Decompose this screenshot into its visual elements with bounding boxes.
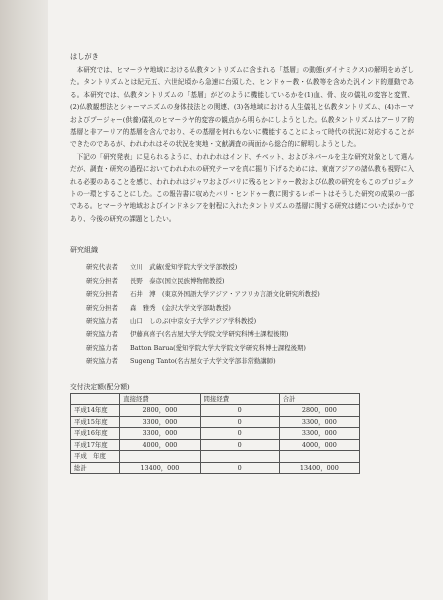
member-row [86, 275, 414, 288]
cell-total: 3300，000 [279, 428, 359, 440]
member-name: 伊藤真喜子(名古屋大学大学院文学研究科博士課程後期) [130, 330, 289, 339]
member-role: 研究分担者 [86, 303, 118, 312]
section-title-organization: 研究組織 [70, 246, 98, 255]
cell-year: 平成17年度 [71, 439, 120, 451]
member-name: Batton Barua(愛知学院大学大学院文学研究科博士課程後期) [130, 343, 306, 352]
table-row [71, 428, 360, 440]
cell-direct: 3300，000 [120, 416, 200, 428]
summary-paragraph-1: 本研究では、ヒマーラヤ地域における仏教タントリズムに含まれる「基層」の動態(ダイナミクス)の解明をめざした。タントリズムとは紀元五、六世紀頃から急速に台頭した、ヒンドゥー教・仏教等を含めた汎インド的運動である。本研究では、仏教タントリズムの「基層」がどのように機能しているかを(1)血、骨、皮の儀礼の変容と変質、(2)仏教観想法とシャーマニズムの身体技法との関連、(3)各地域における人生儀礼と仏教タントリズム、(4)ホーマおよびプージャー(供養)儀礼のヒマーラヤ的変容の観点から明らかにしようとした。仏教タントリズムはアーリア的基層と非アーリア的基層を含んでおり、その基層を何れもないに機能することによって時代の状況に対応することができたのであるが、われわれはその状況を実地・文献調査の両面から総合的に解明しようとした。 [70, 66, 414, 149]
cell-indirect: 0 [200, 439, 279, 451]
table-row [71, 416, 360, 428]
cell-year: 平成14年度 [71, 405, 120, 417]
summary-paragraph-2: 下記の「研究発表」に見られるように、われわれはインド、チベット、およびネパールを主な研究対象として選んだが、調査・研究の過程においてわれわれの研究テーマを真に掘り下げるためには、東南アジアの諸仏教も視野に入れる必要のあることを感じ、われわれはジャワおよびバリに残るヒンドゥー教および仏教の研究をもこのプロジェクトの一環とすることにした。この報告書に収めたバリ・ヒンドゥー教に関するレポートはそうした研究の成果の一部である。ヒマーラヤ地域およびインドネシアを射程に入れたタントリズムの基層に関する研究は緒についたばかりであり、今後の研究の課題としたい。 [70, 152, 414, 223]
cell-indirect: 0 [200, 428, 279, 440]
member-role: 研究協力者 [86, 316, 118, 325]
member-name: 立川 武蔵(愛知学院大学文学部教授) [130, 263, 238, 272]
cell-direct [120, 451, 200, 463]
cell-total: 13400，000 [279, 462, 359, 474]
member-row [86, 342, 414, 355]
cell-total: 3300，000 [279, 416, 359, 428]
cell-year: 平成 年度 [71, 451, 120, 463]
cell-year: 平成15年度 [71, 416, 120, 428]
member-role: 研究協力者 [86, 357, 118, 366]
book-spine-shadow [0, 0, 48, 600]
member-name: 石井 溥 (東京外国語大学アジア・アフリカ言語文化研究所教授) [130, 290, 320, 299]
cell-total [279, 451, 359, 463]
table-row [71, 439, 360, 451]
cell-direct: 3300，000 [120, 428, 200, 440]
section-title-summary: はしがき [70, 52, 99, 61]
header-total: 合計 [279, 393, 359, 405]
header-year [71, 393, 120, 405]
cell-indirect: 0 [200, 462, 279, 474]
table-row [71, 405, 360, 417]
cell-indirect: 0 [200, 405, 279, 417]
table-row [71, 462, 360, 474]
member-name: 森 雅秀 (金沢大学文学部助教授) [130, 303, 231, 312]
header-indirect: 間接経費 [200, 393, 279, 405]
member-role: 研究代表者 [86, 263, 118, 272]
member-row [86, 355, 414, 368]
table-row [71, 451, 360, 463]
member-role: 研究分担者 [86, 276, 118, 285]
cell-total: 4000，000 [279, 439, 359, 451]
member-role: 研究協力者 [86, 330, 118, 339]
member-list [70, 261, 414, 368]
member-row [86, 288, 414, 301]
member-row [86, 302, 414, 315]
cell-direct: 4000，000 [120, 439, 200, 451]
section-title-funding: 交付決定額(配分額) [70, 382, 130, 391]
cell-year: 平成16年度 [71, 428, 120, 440]
member-name: 長野 泰彦(国立民族博物館教授) [130, 276, 225, 285]
cell-total: 2800，000 [279, 405, 359, 417]
table-header-row [71, 393, 360, 405]
member-name: Sugeng Tanto(名古屋女子大学文学部非常勤講師) [130, 357, 276, 366]
cell-indirect: 0 [200, 416, 279, 428]
header-direct: 直接経費 [120, 393, 200, 405]
cell-year: 総計 [71, 462, 120, 474]
cell-direct: 2800，000 [120, 405, 200, 417]
member-row [86, 315, 414, 328]
page-content [70, 52, 414, 474]
member-row [86, 261, 414, 274]
member-role: 研究分担者 [86, 290, 118, 299]
cell-indirect [200, 451, 279, 463]
cell-direct: 13400，000 [120, 462, 200, 474]
member-role: 研究協力者 [86, 343, 118, 352]
funding-table [70, 393, 360, 475]
member-row [86, 328, 414, 341]
member-name: 山口 しのぶ(中京女子大学アジア学科教授) [130, 316, 257, 325]
